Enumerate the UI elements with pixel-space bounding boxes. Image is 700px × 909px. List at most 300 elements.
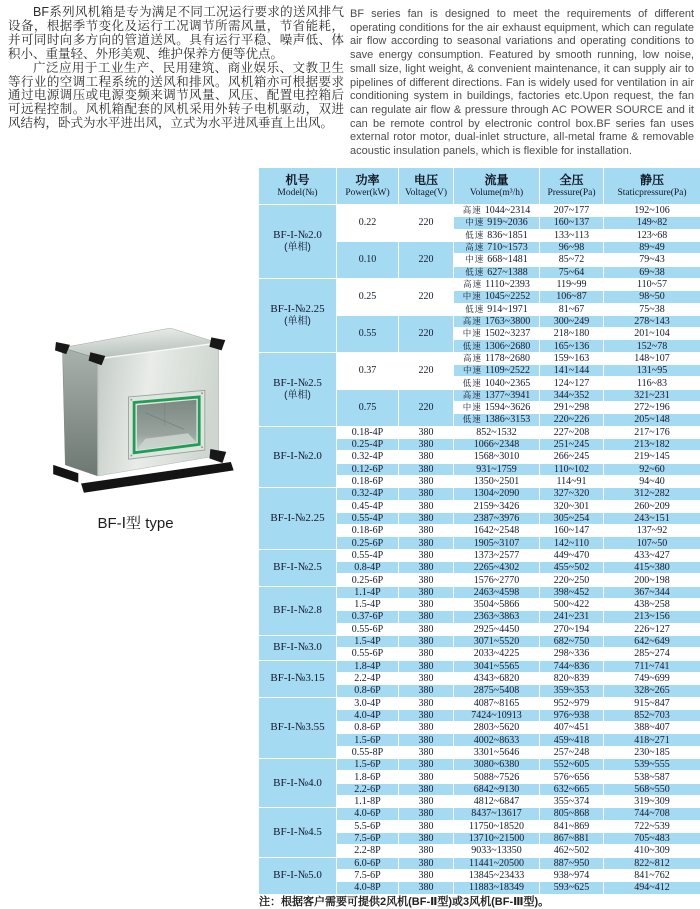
voltage-cell: 380 [399, 463, 454, 475]
speed-label: 中速 [465, 254, 484, 265]
voltage-cell: 380 [399, 426, 454, 438]
power-cell: 5.5-6P [337, 820, 399, 832]
static-pressure-cell: 201~104 [604, 328, 700, 340]
table-row [259, 352, 700, 364]
power-cell: 0.37-6P [337, 611, 399, 623]
static-pressure-cell: 321~231 [604, 389, 700, 401]
volume-cell: 3504~5866 [454, 599, 540, 611]
volume-cell: 中速 668~1481 [454, 254, 540, 266]
static-pressure-cell: 226~127 [604, 623, 700, 635]
speed-label: 中速 [463, 365, 482, 376]
volume-cell: 高速 1178~2680 [454, 352, 540, 364]
volume-cell: 中速 1045~2252 [454, 291, 540, 303]
volume-cell: 7424~10913 [454, 709, 540, 721]
speed-label: 中速 [463, 402, 482, 413]
static-pressure-cell: 89~49 [604, 241, 700, 253]
volume-cell: 8437~13617 [454, 808, 540, 820]
pressure-cell: 257~248 [540, 746, 604, 758]
volume-cell: 4343~6820 [454, 672, 540, 684]
power-cell: 0.55 [337, 315, 399, 352]
static-pressure-cell: 110~57 [604, 278, 700, 290]
volume-cell: 中速 1594~3626 [454, 402, 540, 414]
pressure-cell: 805~868 [540, 808, 604, 820]
speed-label: 高速 [463, 353, 482, 364]
pressure-cell: 867~881 [540, 832, 604, 844]
pressure-cell: 500~422 [540, 599, 604, 611]
pressure-cell: 85~72 [540, 254, 604, 266]
pressure-cell: 160~137 [540, 217, 604, 229]
power-cell: 0.37 [337, 352, 399, 389]
static-pressure-cell: 260~209 [604, 500, 700, 512]
power-cell: 4.0-8P [337, 882, 399, 894]
voltage-cell: 380 [399, 709, 454, 721]
speed-label: 高速 [463, 279, 482, 290]
volume-cell: 1576~2770 [454, 574, 540, 586]
voltage-cell: 220 [399, 278, 454, 315]
pressure-cell: 110~102 [540, 463, 604, 475]
static-pressure-cell: 131~95 [604, 365, 700, 377]
volume-cell: 4002~8633 [454, 734, 540, 746]
static-pressure-cell: 494~412 [604, 882, 700, 894]
pressure-cell: 632~665 [540, 783, 604, 795]
volume-cell: 11883~18349 [454, 882, 540, 894]
static-pressure-cell: 852~703 [604, 709, 700, 721]
volume-cell: 1568~3010 [454, 451, 540, 463]
static-pressure-cell: 418~271 [604, 734, 700, 746]
pressure-cell: 218~180 [540, 328, 604, 340]
table-row [259, 660, 700, 672]
intro-chinese-paragraph-1: BF系列风机箱是专为满足不同工况运行要求的送风排气设备，根据季节变化及运行工况调节所需风量，节省能耗，并可同时向多方向的管道送风。具有运行平稳、噪声低、体积小、重量轻、外形美观、维护保养方便等优点。 [8, 6, 344, 62]
power-cell: 0.18-6P [337, 525, 399, 537]
static-pressure-cell: 367~344 [604, 586, 700, 598]
product-image [28, 316, 243, 516]
power-cell: 0.8-6P [337, 722, 399, 734]
box-left-face [62, 348, 97, 476]
table-row [259, 205, 700, 217]
static-pressure-cell: 539~555 [604, 759, 700, 771]
volume-cell: 2925~4450 [454, 623, 540, 635]
power-cell: 3.0-4P [337, 697, 399, 709]
volume-cell: 2033~4225 [454, 648, 540, 660]
volume-cell: 低速 1386~3153 [454, 414, 540, 426]
static-pressure-cell: 230~185 [604, 746, 700, 758]
model-cell: BF-I-№2.0 (单相) [259, 205, 337, 279]
pressure-cell: 119~99 [540, 278, 604, 290]
table-row [259, 488, 700, 500]
static-pressure-cell: 319~309 [604, 796, 700, 808]
speed-label: 高速 [463, 316, 482, 327]
volume-cell: 13845~23433 [454, 869, 540, 881]
volume-cell: 1304~2090 [454, 488, 540, 500]
voltage-cell: 380 [399, 635, 454, 647]
pressure-cell: 327~320 [540, 488, 604, 500]
column-header-power: 功率 Power(kW) [337, 168, 399, 205]
product-caption: BF-Ⅰ型 type [28, 512, 243, 533]
volume-cell: 高速 1110~2393 [454, 278, 540, 290]
model-cell: BF-I-№2.5 (单相) [259, 352, 337, 426]
static-pressure-cell: 75~38 [604, 303, 700, 315]
pressure-cell: 744~836 [540, 660, 604, 672]
intro-english [350, 8, 694, 159]
pressure-cell: 251~245 [540, 438, 604, 450]
voltage-cell: 380 [399, 746, 454, 758]
model-cell: BF-I-№2.5 [259, 549, 337, 586]
static-pressure-cell: 137~92 [604, 525, 700, 537]
speed-label: 中速 [463, 291, 482, 302]
power-cell: 0.8-6P [337, 685, 399, 697]
table-header-row [259, 168, 700, 205]
voltage-cell: 380 [399, 537, 454, 549]
table-row [259, 586, 700, 598]
static-pressure-cell: 98~50 [604, 291, 700, 303]
column-header-voltage: 电压 Voltage(V) [399, 168, 454, 205]
column-header-static-pressure: 静压 Staticpressure(Pa) [604, 168, 700, 205]
static-pressure-cell: 744~708 [604, 808, 700, 820]
power-cell: 0.12-6P [337, 463, 399, 475]
static-pressure-cell: 152~78 [604, 340, 700, 352]
power-cell: 1.1-8P [337, 796, 399, 808]
static-pressure-cell: 278~143 [604, 315, 700, 327]
pressure-cell: 887~950 [540, 857, 604, 869]
voltage-cell: 220 [399, 389, 454, 426]
volume-cell: 2265~4302 [454, 562, 540, 574]
speed-label: 低速 [465, 267, 484, 278]
volume-cell: 4087~8165 [454, 697, 540, 709]
volume-cell: 高速 710~1573 [454, 241, 540, 253]
static-pressure-cell: 415~380 [604, 562, 700, 574]
power-cell: 2.2-4P [337, 672, 399, 684]
power-cell: 0.55-8P [337, 746, 399, 758]
model-cell: BF-I-№2.8 [259, 586, 337, 635]
pressure-cell: 976~938 [540, 709, 604, 721]
pressure-cell: 142~110 [540, 537, 604, 549]
volume-cell: 5088~7526 [454, 771, 540, 783]
pressure-cell: 141~144 [540, 365, 604, 377]
pressure-cell: 593~625 [540, 882, 604, 894]
pressure-cell: 407~451 [540, 722, 604, 734]
volume-cell: 中速 1109~2522 [454, 365, 540, 377]
volume-cell: 2803~5620 [454, 722, 540, 734]
static-pressure-cell: 711~741 [604, 660, 700, 672]
power-cell: 0.55-4P [337, 512, 399, 524]
static-pressure-cell: 705~483 [604, 832, 700, 844]
pressure-cell: 241~231 [540, 611, 604, 623]
speed-label: 低速 [465, 230, 484, 241]
pressure-cell: 133~113 [540, 229, 604, 241]
volume-cell: 11750~18520 [454, 820, 540, 832]
voltage-cell: 380 [399, 857, 454, 869]
pressure-cell: 398~452 [540, 586, 604, 598]
voltage-cell: 380 [399, 672, 454, 684]
pressure-cell: 459~418 [540, 734, 604, 746]
static-pressure-cell: 538~587 [604, 771, 700, 783]
power-cell: 7.5-6P [337, 869, 399, 881]
volume-cell: 低速 1040~2365 [454, 377, 540, 389]
pressure-cell: 462~502 [540, 845, 604, 857]
power-cell: 1.5-6P [337, 734, 399, 746]
power-cell: 0.32-4P [337, 451, 399, 463]
static-pressure-cell: 217~176 [604, 426, 700, 438]
static-pressure-cell: 192~106 [604, 205, 700, 217]
voltage-cell: 380 [399, 512, 454, 524]
power-cell: 0.25 [337, 278, 399, 315]
voltage-cell: 380 [399, 525, 454, 537]
volume-cell: 3080~6380 [454, 759, 540, 771]
voltage-cell: 380 [399, 549, 454, 561]
volume-cell: 2159~3426 [454, 500, 540, 512]
power-cell: 0.18-6P [337, 475, 399, 487]
voltage-cell: 380 [399, 685, 454, 697]
volume-cell: 中速 1502~3237 [454, 328, 540, 340]
static-pressure-cell: 388~407 [604, 722, 700, 734]
power-cell: 1.5-4P [337, 599, 399, 611]
table-row [259, 759, 700, 771]
pressure-cell: 952~979 [540, 697, 604, 709]
speed-label: 低速 [465, 304, 484, 315]
pressure-cell: 114~91 [540, 475, 604, 487]
model-cell: BF-I-№2.25 [259, 488, 337, 550]
pressure-cell: 576~656 [540, 771, 604, 783]
pressure-cell: 344~352 [540, 389, 604, 401]
voltage-cell: 380 [399, 869, 454, 881]
static-pressure-cell: 116~83 [604, 377, 700, 389]
pressure-cell: 207~177 [540, 205, 604, 217]
voltage-cell: 380 [399, 697, 454, 709]
pressure-cell: 124~127 [540, 377, 604, 389]
column-header-volume: 流量 Volume(m³/h) [454, 168, 540, 205]
pressure-cell: 160~147 [540, 525, 604, 537]
power-cell: 0.8-4P [337, 562, 399, 574]
volume-cell: 852~1532 [454, 426, 540, 438]
static-pressure-cell: 69~38 [604, 266, 700, 278]
voltage-cell: 220 [399, 241, 454, 278]
static-pressure-cell: 433~427 [604, 549, 700, 561]
static-pressure-cell: 94~40 [604, 475, 700, 487]
volume-cell: 1373~2577 [454, 549, 540, 561]
static-pressure-cell: 410~309 [604, 845, 700, 857]
pressure-cell: 449~470 [540, 549, 604, 561]
power-cell: 2.2-6P [337, 783, 399, 795]
voltage-cell: 380 [399, 500, 454, 512]
static-pressure-cell: 722~539 [604, 820, 700, 832]
voltage-cell: 220 [399, 205, 454, 242]
pressure-cell: 270~194 [540, 623, 604, 635]
model-cell: BF-I-№3.55 [259, 697, 337, 759]
static-pressure-cell: 92~60 [604, 463, 700, 475]
model-cell: BF-I-№5.0 [259, 857, 337, 894]
power-cell: 0.22 [337, 205, 399, 242]
volume-cell: 2463~4598 [454, 586, 540, 598]
pressure-cell: 220~250 [540, 574, 604, 586]
voltage-cell: 380 [399, 562, 454, 574]
static-pressure-cell: 213~182 [604, 438, 700, 450]
static-pressure-cell: 213~156 [604, 611, 700, 623]
pressure-cell: 220~226 [540, 414, 604, 426]
voltage-cell: 380 [399, 574, 454, 586]
pressure-cell: 291~298 [540, 402, 604, 414]
static-pressure-cell: 841~762 [604, 869, 700, 881]
power-cell: 1.8-4P [337, 660, 399, 672]
volume-cell: 3071~5520 [454, 635, 540, 647]
power-cell: 0.55-6P [337, 648, 399, 660]
table-row [259, 426, 700, 438]
power-cell: 0.10 [337, 241, 399, 278]
model-cell: BF-I-№3.15 [259, 660, 337, 697]
voltage-cell: 380 [399, 488, 454, 500]
voltage-cell: 380 [399, 882, 454, 894]
power-cell: 0.75 [337, 389, 399, 426]
power-cell: 0.25-6P [337, 537, 399, 549]
voltage-cell: 380 [399, 611, 454, 623]
pressure-cell: 820~839 [540, 672, 604, 684]
static-pressure-cell: 79~43 [604, 254, 700, 266]
static-pressure-cell: 123~68 [604, 229, 700, 241]
static-pressure-cell: 822~812 [604, 857, 700, 869]
intro-chinese-paragraph-2: 广泛应用于工业生产、民用建筑、商业娱乐、文教卫生等行业的空调工程系统的送风和排风。风机箱亦可根据要求通过电源调压或电源变频来调节风量、风压、配置电控箱后可远程控制。风机箱配套的风机采用外转子电机驱动，双进风结构，卧式为水平进出风，立式为水平进风垂直上出风。 [8, 62, 344, 132]
voltage-cell: 380 [399, 623, 454, 635]
model-cell: BF-I-№2.0 [259, 426, 337, 488]
voltage-cell: 380 [399, 759, 454, 771]
power-cell: 4.0-6P [337, 808, 399, 820]
voltage-cell: 220 [399, 315, 454, 352]
pressure-cell: 320~301 [540, 500, 604, 512]
volume-cell: 2363~3863 [454, 611, 540, 623]
voltage-cell: 220 [399, 352, 454, 389]
power-cell: 0.25-4P [337, 438, 399, 450]
voltage-cell: 380 [399, 783, 454, 795]
model-cell: BF-I-№4.0 [259, 759, 337, 808]
table-row [259, 278, 700, 290]
voltage-cell: 380 [399, 599, 454, 611]
spec-table [258, 167, 700, 895]
power-cell: 1.8-6P [337, 771, 399, 783]
power-cell: 1.5-6P [337, 759, 399, 771]
speed-label: 高速 [463, 390, 482, 401]
voltage-cell: 380 [399, 845, 454, 857]
pressure-cell: 75~64 [540, 266, 604, 278]
volume-cell: 6842~9130 [454, 783, 540, 795]
static-pressure-cell: 149~82 [604, 217, 700, 229]
voltage-cell: 380 [399, 820, 454, 832]
pressure-cell: 841~869 [540, 820, 604, 832]
table-row [259, 697, 700, 709]
pressure-cell: 227~208 [540, 426, 604, 438]
power-cell: 0.25-6P [337, 574, 399, 586]
table-row [259, 635, 700, 647]
power-cell: 4.0-4P [337, 709, 399, 721]
static-pressure-cell: 205~148 [604, 414, 700, 426]
volume-cell: 低速 914~1971 [454, 303, 540, 315]
volume-cell: 低速 1306~2680 [454, 340, 540, 352]
voltage-cell: 380 [399, 808, 454, 820]
model-cell: BF-I-№3.0 [259, 635, 337, 660]
table-row [259, 808, 700, 820]
pressure-cell: 81~67 [540, 303, 604, 315]
table-footnote: 注：根据客户需要可提供2风机(BF-Ⅱ型)或3风机(BF-Ⅲ型)。 [259, 893, 699, 909]
pressure-cell: 938~974 [540, 869, 604, 881]
power-cell: 6.0-6P [337, 857, 399, 869]
static-pressure-cell: 272~196 [604, 402, 700, 414]
pressure-cell: 359~353 [540, 685, 604, 697]
volume-cell: 中速 919~2036 [454, 217, 540, 229]
static-pressure-cell: 285~274 [604, 648, 700, 660]
static-pressure-cell: 642~649 [604, 635, 700, 647]
table-row [259, 549, 700, 561]
static-pressure-cell: 568~550 [604, 783, 700, 795]
volume-cell: 3301~5646 [454, 746, 540, 758]
volume-cell: 9033~13350 [454, 845, 540, 857]
pressure-cell: 106~87 [540, 291, 604, 303]
power-cell: 0.18-4P [337, 426, 399, 438]
intro-chinese [8, 6, 344, 131]
static-pressure-cell: 915~847 [604, 697, 700, 709]
voltage-cell: 380 [399, 832, 454, 844]
volume-cell: 2387~3976 [454, 512, 540, 524]
volume-cell: 高速 1377~3941 [454, 389, 540, 401]
static-pressure-cell: 328~265 [604, 685, 700, 697]
intro-english-paragraph: BF series fan is designed to meet the requirements of different operating conditions for the air exhaust equipment, which can regulate air flow according to seasonal variations and operating conditions to save energy consumption. Featured by smooth running, low noise, small size, light weight, & convenient maintenance, it can supply air to pipelines of different directions. Fan is widely used for ventilation in air conditioning system in buildings, factories etc.Upon request, the fan can regulate air flow & pressure through AC POWER SOURCE and it can be remote control by electronic control box.BF series fan uses external rotor motor, dual-inlet structure, all-metal frame & removable acoustic insulation panels, which is flexible for installation. [350, 8, 694, 159]
speed-label: 低速 [463, 341, 482, 352]
volume-cell: 高速 1763~3800 [454, 315, 540, 327]
volume-cell: 2875~5408 [454, 685, 540, 697]
speed-label: 低速 [463, 378, 482, 389]
pressure-cell: 305~254 [540, 512, 604, 524]
model-cell: BF-I-№4.5 [259, 808, 337, 857]
voltage-cell: 380 [399, 734, 454, 746]
power-cell: 2.2-8P [337, 845, 399, 857]
pressure-cell: 96~98 [540, 241, 604, 253]
volume-cell: 931~1759 [454, 463, 540, 475]
speed-label: 中速 [465, 217, 484, 228]
voltage-cell: 380 [399, 796, 454, 808]
static-pressure-cell: 107~50 [604, 537, 700, 549]
pressure-cell: 266~245 [540, 451, 604, 463]
static-pressure-cell: 200~198 [604, 574, 700, 586]
voltage-cell: 380 [399, 648, 454, 660]
pressure-cell: 552~605 [540, 759, 604, 771]
voltage-cell: 380 [399, 660, 454, 672]
pressure-cell: 682~750 [540, 635, 604, 647]
volume-cell: 13710~21500 [454, 832, 540, 844]
column-header-model: 机号 Model(№) [259, 168, 337, 205]
pressure-cell: 355~374 [540, 796, 604, 808]
pressure-cell: 455~502 [540, 562, 604, 574]
corner-bracket-icon [209, 449, 226, 463]
power-cell: 0.55-6P [337, 623, 399, 635]
pressure-cell: 159~163 [540, 352, 604, 364]
volume-cell: 1350~2501 [454, 475, 540, 487]
volume-cell: 4812~6847 [454, 796, 540, 808]
column-header-pressure: 全压 Pressure(Pa) [540, 168, 604, 205]
voltage-cell: 380 [399, 771, 454, 783]
static-pressure-cell: 148~107 [604, 352, 700, 364]
voltage-cell: 380 [399, 438, 454, 450]
speed-label: 高速 [463, 205, 482, 216]
power-cell: 1.5-4P [337, 635, 399, 647]
pressure-cell: 298~336 [540, 648, 604, 660]
static-pressure-cell: 438~258 [604, 599, 700, 611]
volume-cell: 低速 627~1388 [454, 266, 540, 278]
static-pressure-cell: 749~699 [604, 672, 700, 684]
pressure-cell: 300~249 [540, 315, 604, 327]
table-row [259, 857, 700, 869]
volume-cell: 11441~20500 [454, 857, 540, 869]
static-pressure-cell: 312~282 [604, 488, 700, 500]
volume-cell: 1642~2548 [454, 525, 540, 537]
voltage-cell: 380 [399, 451, 454, 463]
pressure-cell: 165~136 [540, 340, 604, 352]
static-pressure-cell: 243~151 [604, 512, 700, 524]
